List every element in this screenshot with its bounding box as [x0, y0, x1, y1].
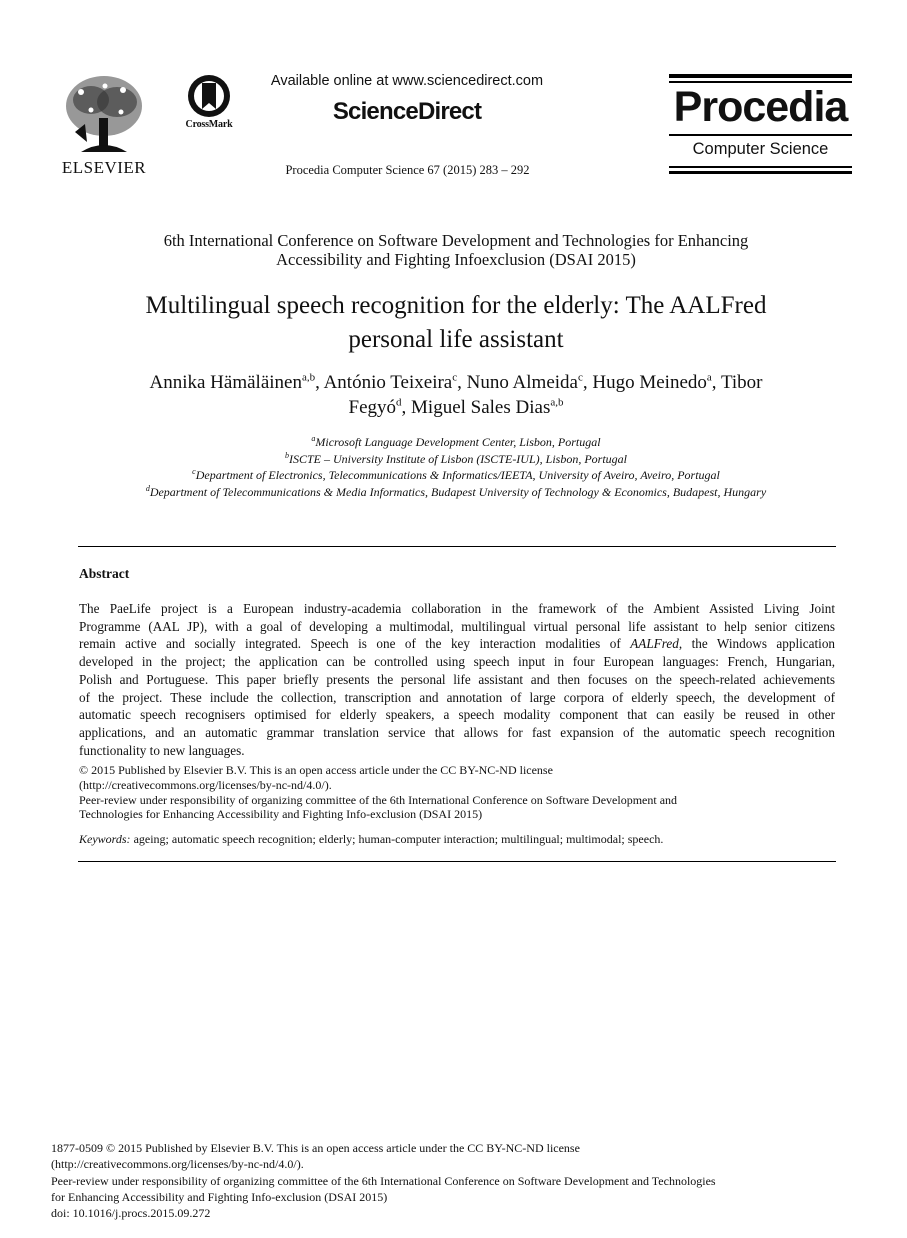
- footer-license-link[interactable]: (http://creativecommons.org/licenses/by-nc-nd/4.0/).: [51, 1157, 304, 1172]
- abstract-line: The PaeLife project is a European industry-academia collaboration in the framework of the Ambient Assisted Living Joint: [79, 601, 835, 616]
- affiliation-mark: c: [192, 467, 196, 476]
- author-affil-mark: a: [706, 371, 712, 384]
- author-name: Annika Hämäläinen: [149, 372, 302, 393]
- author-name: António Teixeira: [323, 372, 453, 393]
- abstract-heading: Abstract: [79, 566, 130, 581]
- elsevier-logo: [55, 72, 153, 182]
- author-line-2: [60, 395, 852, 420]
- affiliation-list: [60, 434, 852, 500]
- abstract-line: functionality to new languages.: [79, 742, 245, 758]
- elsevier-tree-icon: [61, 72, 147, 158]
- affiliation: [60, 451, 852, 468]
- author-affil-mark: a,b: [550, 396, 564, 409]
- author-name: Nuno Almeida: [466, 372, 578, 393]
- affiliation: [60, 434, 852, 451]
- procedia-rule-bottom-thin: [669, 166, 852, 168]
- footer-doi[interactable]: doi: 10.1016/j.procs.2015.09.272: [51, 1206, 211, 1221]
- elsevier-wordmark: ELSEVIER: [61, 158, 147, 177]
- author-separator: ,: [315, 372, 324, 393]
- affiliation-text: Microsoft Language Development Center, Lisbon, Portugal: [315, 435, 601, 449]
- author-line-1: [60, 370, 852, 395]
- license-link[interactable]: (http://creativecommons.org/licenses/by-nc-nd/4.0/).: [79, 777, 332, 792]
- keywords-label: Keywords:: [79, 832, 131, 846]
- crossmark-logo[interactable]: [180, 74, 238, 134]
- available-online[interactable]: Available online at www.sciencedirect.com: [270, 73, 544, 89]
- procedia-wordmark: Procedia: [673, 83, 848, 131]
- author-name-first-part: Tibor: [720, 372, 763, 393]
- crossmark-icon: [187, 74, 231, 118]
- license-line: © 2015 Published by Elsevier B.V. This is an open access article under the CC BY-NC-ND license: [79, 763, 553, 777]
- affiliation-text: ISCTE – University Institute of Lisbon (ISCTE-IUL), Lisbon, Portugal: [288, 451, 627, 466]
- procedia-subtitle: Computer Science: [692, 140, 829, 158]
- abstract-body: [79, 600, 835, 759]
- divider-bottom: [78, 861, 836, 862]
- procedia-rule-bottom: [669, 171, 852, 174]
- app-name: AALFred: [630, 636, 679, 652]
- affiliation-mark: d: [145, 483, 150, 493]
- abstract-line: Polish and Portuguese. This paper briefly presents the personal life assistant and then focuses on the speech-related achievements: [79, 671, 835, 687]
- abstract-line: of the project. These include the collection, transcription and annotation of large corpora of elderly speech, the development of: [79, 689, 835, 705]
- abstract-line: Programme (AAL JP), with a goal of developing a multimodal, multilingual virtual personal life assistant to help senior citizens: [79, 618, 835, 634]
- affiliation-text: Department of Electronics, Telecommunications & Informatics/IEETA, University of Aveiro, Aveiro, Portugal: [195, 468, 720, 482]
- crossmark-label: CrossMark: [185, 119, 233, 130]
- license-line: Peer-review under responsibility of organizing committee of the 6th International Conference on Software Development and: [79, 792, 678, 807]
- author-name: Hugo Meinedo: [592, 372, 707, 393]
- author-name-second-part: Fegyó: [348, 397, 397, 418]
- author-separator: ,: [401, 397, 412, 418]
- conference-line: Accessibility and Fighting Infoexclusion (DSAI 2015): [276, 250, 636, 269]
- keywords: [79, 832, 835, 847]
- conference-name: [60, 231, 852, 269]
- abstract-line: applications, and an automatic grammar translation service that allows for fast expansion of the automatic speech recognition: [79, 724, 835, 740]
- procedia-rule-middle: [669, 134, 852, 136]
- affiliation-mark: b: [284, 450, 289, 460]
- author-separator: ,: [582, 372, 593, 393]
- procedia-logo: [669, 74, 852, 176]
- license-line: Technologies for Enhancing Accessibility and Fighting Info-exclusion (DSAI 2015): [79, 807, 483, 822]
- abstract-line: [79, 635, 835, 653]
- footer-line: for Enhancing Accessibility and Fighting Info-exclusion (DSAI 2015): [51, 1189, 388, 1204]
- abstract-line: automatic speech recognisers optimised for elderly speakers, a speech modality component that can easily be reused in other: [79, 707, 835, 723]
- abstract-line-text: , the Windows application: [678, 636, 835, 652]
- abstract-line-text: remain active and socially integrated. Speech is one of the key interaction modalities of: [79, 636, 621, 652]
- license-notice: [79, 763, 835, 822]
- author-name: Miguel Sales Dias: [411, 397, 551, 418]
- author-affil-mark: c: [452, 371, 458, 384]
- title-line: personal life assistant: [348, 326, 564, 353]
- author-affil-mark: a,b: [301, 371, 316, 384]
- affiliation: [60, 467, 852, 484]
- footer-line: 1877-0509 © 2015 Published by Elsevier B.V. This is an open access article under the CC BY-NC-ND license: [51, 1141, 580, 1155]
- journal-reference: Procedia Computer Science 67 (2015) 283 – 292: [285, 163, 530, 177]
- author-affil-mark: d: [396, 396, 402, 409]
- paper-title: [60, 289, 852, 357]
- divider-top: [78, 546, 836, 547]
- affiliation: [60, 484, 852, 501]
- title-line: Multilingual speech recognition for the elderly: The AALFred: [145, 292, 767, 319]
- footer-line: Peer-review under responsibility of organizing committee of the 6th International Conference on Software Development and Technologies: [51, 1173, 716, 1188]
- author-list: [60, 370, 852, 420]
- footer: [51, 1140, 841, 1221]
- keywords-text: ageing; automatic speech recognition; elderly; human-computer interaction; multilingual; multimodal; speech.: [130, 832, 664, 846]
- conference-line: 6th International Conference on Software Development and Technologies for Enhancing: [163, 231, 749, 250]
- affiliation-text: Department of Telecommunications & Media Informatics, Budapest University of Technology & Economics, Budapest, Hungary: [149, 484, 767, 499]
- affiliation-mark: a: [311, 434, 316, 443]
- author-separator: ,: [457, 372, 467, 393]
- author-separator: ,: [711, 372, 721, 393]
- abstract-line: developed in the project; the application can be controlled using speech input in four European languages: French, Hungarian,: [79, 654, 835, 670]
- procedia-rule-top: [669, 74, 852, 78]
- sciencedirect-logo: ScienceDirect: [332, 98, 482, 125]
- author-affil-mark: c: [577, 371, 583, 384]
